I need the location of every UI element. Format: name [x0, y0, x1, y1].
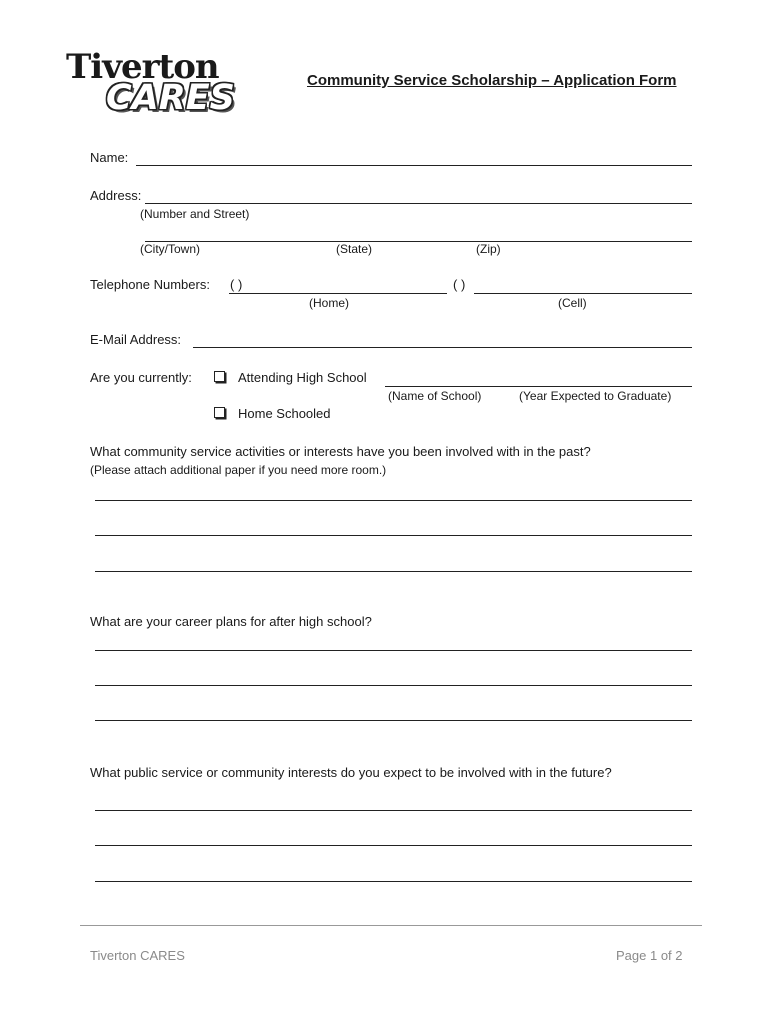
- option-attending-label: Attending High School: [238, 370, 367, 385]
- address-street-field[interactable]: [145, 203, 692, 204]
- footer-divider: [80, 925, 702, 926]
- page-title: Community Service Scholarship – Application Form: [307, 72, 677, 89]
- logo: [66, 47, 236, 120]
- phone-home-area-code: ( ): [230, 277, 243, 292]
- grad-year-hint: (Year Expected to Graduate): [519, 389, 672, 403]
- phone-home-field[interactable]: [229, 293, 447, 294]
- question-1-note: (Please attach additional paper if you need more room.): [90, 463, 387, 477]
- question-3: What public service or community interests do you expect to be involved with in the future?: [90, 765, 612, 780]
- footer-left: Tiverton CARES: [90, 948, 185, 963]
- phone-cell-area-code: ( ): [453, 277, 466, 292]
- address-label: Address:: [90, 188, 142, 203]
- answer-1-line[interactable]: [95, 535, 692, 536]
- address-zip-hint: (Zip): [476, 242, 501, 256]
- answer-2-line[interactable]: [95, 720, 692, 721]
- answer-3-line[interactable]: [95, 845, 692, 846]
- currently-label: Are you currently:: [90, 370, 192, 385]
- page-number: Page 1 of 2: [616, 948, 683, 963]
- email-field[interactable]: [193, 347, 692, 348]
- question-2: What are your career plans for after high school?: [90, 614, 372, 629]
- name-label: Name:: [90, 150, 129, 165]
- phone-home-hint: (Home): [309, 296, 350, 310]
- phone-cell-hint: (Cell): [558, 296, 587, 310]
- school-name-field[interactable]: [385, 386, 692, 387]
- address-city-field[interactable]: [145, 241, 692, 242]
- answer-2-line[interactable]: [95, 650, 692, 651]
- email-label: E-Mail Address:: [90, 332, 182, 347]
- phone-cell-field[interactable]: [474, 293, 692, 294]
- answer-1-line[interactable]: [95, 500, 692, 501]
- logo-line-1: Tiverton: [66, 47, 219, 87]
- address-state-hint: (State): [336, 242, 373, 256]
- answer-1-line[interactable]: [95, 571, 692, 572]
- telephone-label: Telephone Numbers:: [90, 277, 210, 292]
- name-field[interactable]: [136, 165, 692, 166]
- address-city-hint: (City/Town): [140, 242, 201, 256]
- option-homeschooled-label: Home Schooled: [238, 406, 331, 421]
- school-name-hint: (Name of School): [388, 389, 482, 403]
- answer-2-line[interactable]: [95, 685, 692, 686]
- address-street-hint: (Number and Street): [140, 207, 250, 221]
- checkbox-icon[interactable]: [214, 371, 225, 382]
- answer-3-line[interactable]: [95, 881, 692, 882]
- answer-3-line[interactable]: [95, 810, 692, 811]
- checkbox-icon[interactable]: [214, 407, 225, 418]
- question-1: What community service activities or interests have you been involved with in the past?: [90, 444, 591, 459]
- logo-line-2: CARES: [106, 78, 235, 118]
